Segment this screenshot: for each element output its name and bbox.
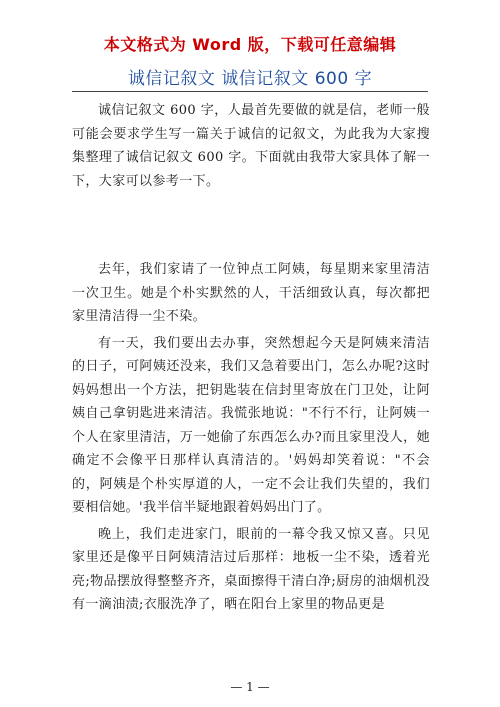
story-paragraph-1: 去年，我们家请了一位钟点工阿姨，每星期来家里清洁一次卫生。她是个朴实默然的人，干活细致认真，每次都把家里清洁得一尘不染。	[72, 262, 430, 324]
story-paragraph-3: 晚上，我们走进家门，眼前的一幕令我又惊又喜。只见家里还是像平日阿姨清洁过后那样：地板一尘不染，透着光亮;物品摆放得整整齐齐，桌面擦得干清白净;厨房的油烟机没有一滴油渍;衣服洗净了，晒在阳台上家里的物品更是	[72, 526, 430, 612]
story-paragraph-2: 有一天，我们要出去办事，突然想起今天是阿姨来清洁的日子，可阿姨还没来，我们又急着要出门，怎么办呢?这时妈妈想出一个方法，把钥匙装在信封里寄放在门卫处，让阿姨自己拿钥匙进来清洁。我慌张地说："不行不行，让阿姨一个人在家里清洁，万一她偷了东西怎么办?而且家里没人，她确定不会像平日那样认真清洁的。'妈妈却笑着说："不会的，阿姨是个朴实厚道的人，一定不会让我们失望的，我们要相信她。'我半信半疑地跟着妈妈出门了。	[72, 335, 430, 515]
intro-section	[72, 99, 430, 196]
editable-notice-banner: 本文格式为 Word 版，下载可任意编辑	[103, 35, 397, 54]
intro-paragraph: 诚信记叙文 600 字，人最首先要做的就是信，老师一般可能会要求学生写一篇关于诚信的记叙文，为此我为大家搜集整理了诚信记叙文 600 字。下面就由我带大家具体了解一下，大家可以参考一下。	[72, 103, 430, 189]
document-title: 诚信记叙文 诚信记叙文 600 字	[127, 69, 373, 89]
page-number: — 1 —	[230, 680, 270, 694]
story-section	[72, 258, 430, 620]
title-divider	[72, 91, 428, 92]
